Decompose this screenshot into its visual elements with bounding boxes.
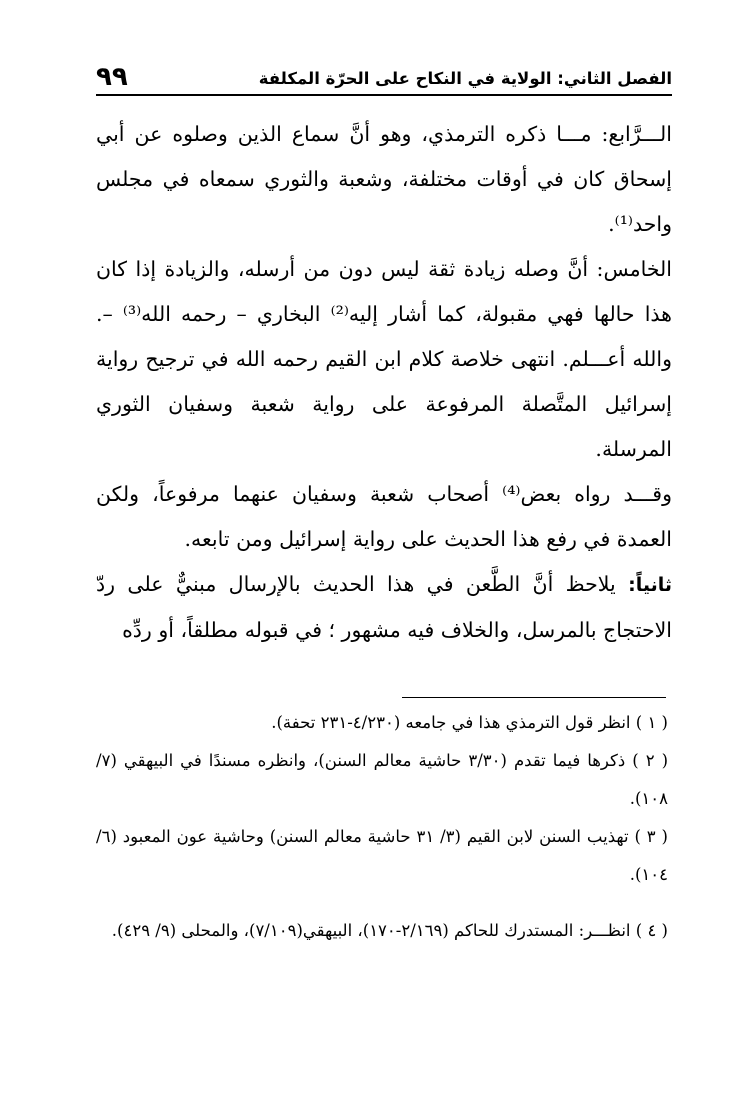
footnote-1: ( ١ ) انظر قول الترمذي هذا في جامعه (٤/٢٣٠-٢٣١ تحفة).: [271, 713, 668, 732]
paragraph-fifth-reason: الخامس: أنَّ وصله زيادة ثقة ليس دون من أرسله، والزيادة إذا كان هذا حالها فهي مقبولة، كما أشار إليه⁽²⁾ البخاري – رحمه الله⁽³⁾ –. والله أعـــلم. انتهى خلاصة كلام ابن القيم رحمه الله في ترجيح رواية إسرائيل المتَّصلة المرفوعة على رواية شعبة وسفيان الثوري المرسلة.: [96, 257, 672, 461]
paragraph-narrators: وقـــد رواه بعض⁽⁴⁾ أصحاب شعبة وسفيان عنهما مرفوعاً، ولكن العمدة في رفع هذا الحديث على رواية إسرائيل ومن تابعه.: [96, 482, 672, 551]
running-title: الفصل الثاني: الولاية في النكاح على الحرّة المكلفة: [258, 69, 672, 88]
footnote-rule: [402, 697, 666, 698]
footnote-3: ( ٣ ) تهذيب السنن لابن القيم (٣/ ٣١ حاشية معالم السنن) وحاشية عون المعبود (٦/ ١٠٤).: [96, 827, 668, 884]
second-point-lead: ثانياً:: [628, 574, 672, 596]
paragraph-fourth-reason: الـــرَّابع: مـــا ذكره الترمذي، وهو أنَّ سماع الذين وصلوه عن أبي إسحاق كان في أوقات مختلفة، وشعبة والثوري سمعاه في مجلس واحد⁽¹⁾.: [96, 122, 672, 236]
footnotes: [96, 704, 668, 950]
header-rule: [96, 94, 672, 96]
page-number: ٩٩: [96, 62, 128, 92]
footnote-4: ( ٤ ) انظـــر: المستدرك للحاكم (٢/١٦٩-١٧٠)، البيهقي(٧/١٠٩)، والمحلى (٩/ ٤٢٩).: [111, 921, 668, 940]
page-header: [96, 60, 672, 92]
paragraph-second-point: [96, 562, 672, 653]
second-point-text: يلاحظ أنَّ الطَّعن في هذا الحديث بالإرسال مبنيٌّ على ردّ الاحتجاج بالمرسل، والخلاف فيه مشهور ؛ في قبوله مطلقاً، أو ردِّه: [96, 572, 672, 642]
main-text: [96, 112, 672, 653]
footnote-2: ( ٢ ) ذكرها فيما تقدم (٣/٣٠ حاشية معالم السنن)، وانظره مسندًا في البيهقي (٧/ ١٠٨).: [96, 751, 669, 808]
